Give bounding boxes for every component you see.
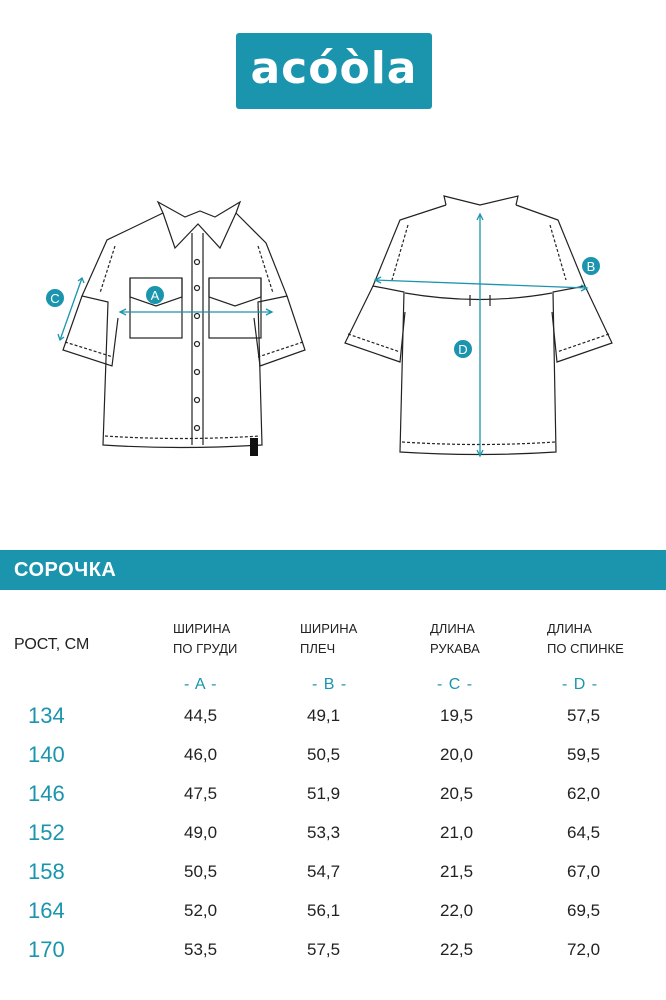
table-cell: 57,5 (567, 706, 601, 725)
column-header-chest (173, 619, 237, 659)
marker-a (146, 286, 164, 304)
table-cell: 67,0 (567, 862, 601, 881)
row-height-value: 146 (28, 781, 65, 806)
product-title-banner (0, 550, 666, 590)
table-cell: 51,9 (307, 784, 341, 803)
table-cell: 49,0 (184, 823, 218, 842)
table-cell: 69,5 (567, 901, 601, 920)
table-cell: 52,0 (184, 901, 218, 920)
shirt-measurement-diagram (0, 190, 666, 480)
marker-c-label: C (50, 291, 60, 306)
shirt-back-drawing (345, 196, 612, 455)
brand-logo-text: acóòla (250, 43, 418, 94)
row-header-height: РОСТ, СМ (14, 636, 90, 653)
column-letter-a: - A - (184, 676, 218, 693)
row-height-value: 134 (28, 703, 65, 728)
table-cell: 62,0 (567, 784, 601, 803)
table-cell: 20,5 (440, 784, 474, 803)
column-header-back-length (547, 619, 624, 659)
measurement-lines (58, 214, 587, 456)
marker-d (454, 340, 472, 358)
column-header-sleeve-line1: ДЛИНА (430, 621, 475, 636)
column-header-back-length-line1: ДЛИНА (547, 621, 592, 636)
table-cell: 22,5 (440, 940, 474, 959)
marker-c (46, 289, 64, 307)
table-cell: 20,0 (440, 745, 474, 764)
table-cell: 50,5 (307, 745, 341, 764)
table-cell: 47,5 (184, 784, 218, 803)
table-cell: 64,5 (567, 823, 601, 842)
table-cell: 46,0 (184, 745, 218, 764)
row-height-value: 140 (28, 742, 65, 767)
table-cell: 44,5 (184, 706, 218, 725)
column-header-back-length-line2: ПО СПИНКЕ (547, 641, 624, 656)
row-height-value: 170 (28, 937, 65, 962)
table-cell: 19,5 (440, 706, 474, 725)
table-cell: 50,5 (184, 862, 218, 881)
shirt-front-drawing (63, 202, 305, 456)
row-height-value: 158 (28, 859, 65, 884)
marker-d-label: D (458, 342, 468, 357)
table-cell: 57,5 (307, 940, 341, 959)
table-cell: 56,1 (307, 901, 341, 920)
column-letter-d: - D - (562, 676, 599, 693)
product-title: СОРОЧКА (14, 559, 117, 581)
table-cell: 54,7 (307, 862, 341, 881)
table-cell: 53,3 (307, 823, 341, 842)
row-height-value: 152 (28, 820, 65, 845)
table-cell: 53,5 (184, 940, 218, 959)
table-cell: 21,0 (440, 823, 474, 842)
column-header-sleeve (430, 619, 480, 659)
table-cell: 49,1 (307, 706, 341, 725)
marker-b-label: B (586, 259, 596, 274)
table-cell: 22,0 (440, 901, 474, 920)
column-header-chest-line1: ШИРИНА (173, 621, 231, 636)
marker-a-label: A (150, 288, 160, 303)
brand-logo (236, 33, 432, 109)
column-header-shoulders (300, 619, 357, 659)
column-header-sleeve-line2: РУКАВА (430, 641, 480, 656)
column-letter-b: - B - (312, 676, 348, 693)
marker-b (582, 257, 600, 275)
column-header-shoulders-line1: ШИРИНА (300, 621, 358, 636)
column-letter-c: - C - (437, 676, 474, 693)
table-cell: 72,0 (567, 940, 601, 959)
column-header-chest-line2: ПО ГРУДИ (173, 641, 238, 656)
table-cell: 21,5 (440, 862, 474, 881)
table-cell: 59,5 (567, 745, 601, 764)
column-header-shoulders-line2: ПЛЕЧ (300, 641, 336, 656)
row-height-value: 164 (28, 898, 65, 923)
